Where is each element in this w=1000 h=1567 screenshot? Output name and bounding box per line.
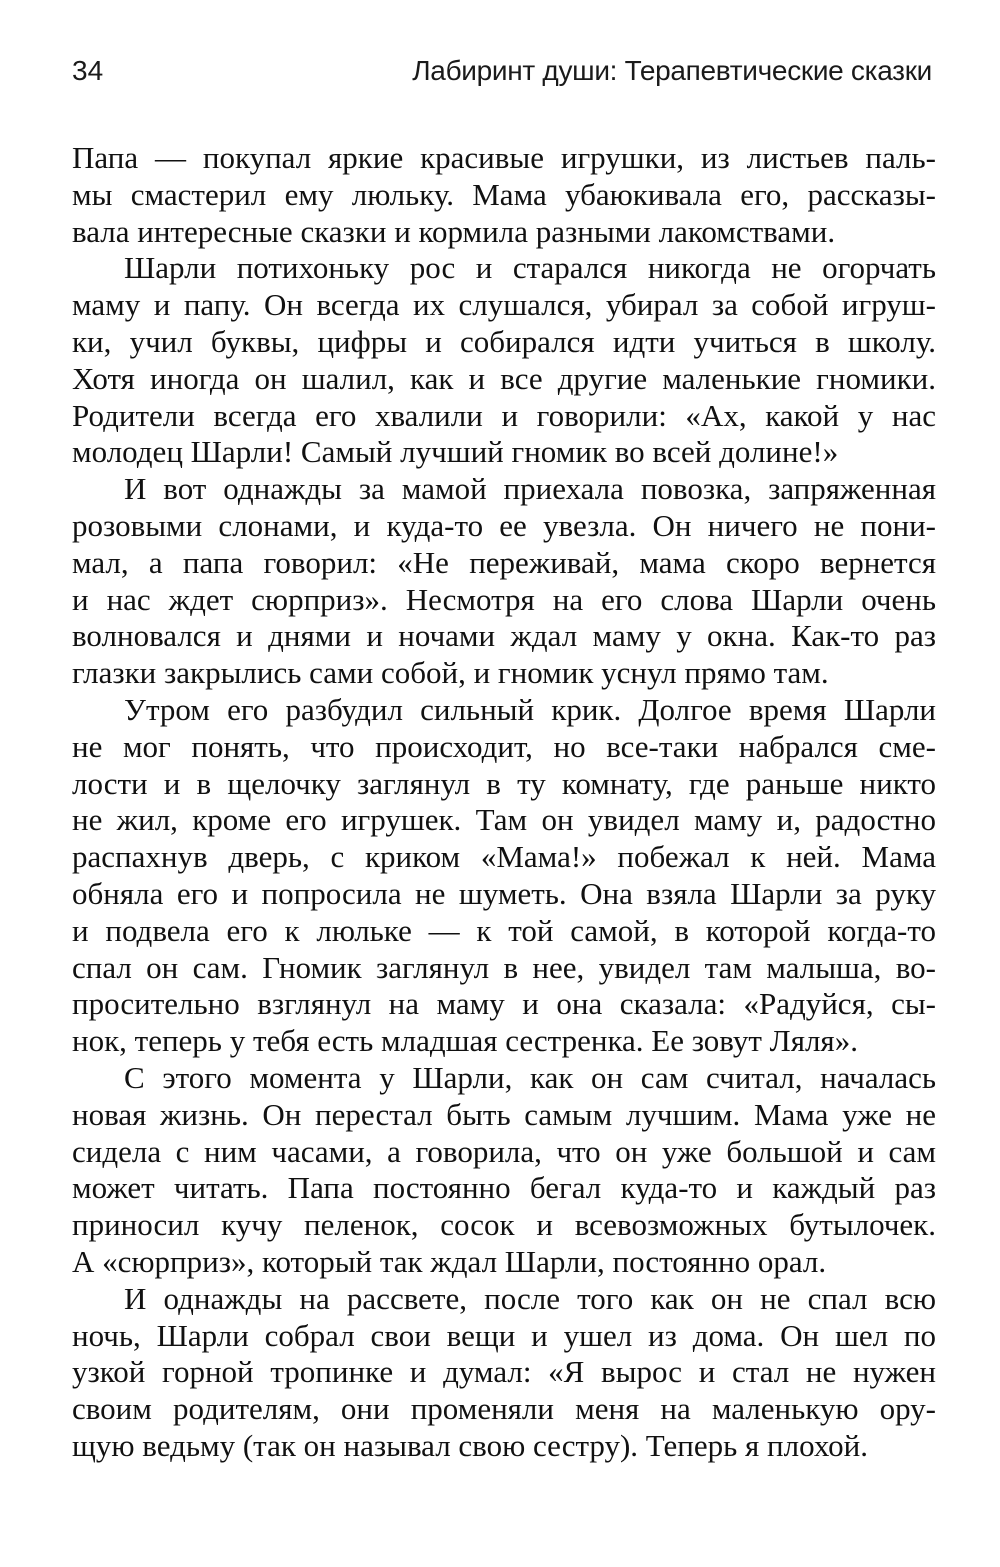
text-line: волновался и днями и ночами ждал маму у окна. Как-то раз bbox=[72, 618, 936, 654]
text-line: Папа — покупал яркие красивые игрушки, из листьев паль- bbox=[72, 140, 936, 175]
paragraph bbox=[72, 250, 936, 471]
text-line: Хотя иногда он шалил, как и все другие маленькие гномики. bbox=[72, 360, 936, 396]
text-line: мал, а папа говорил: «Не переживай, мама скоро вернется bbox=[72, 544, 936, 580]
text-line: нок, теперь у тебя есть младшая сестренка. Ее зовут Ляля». bbox=[72, 1023, 858, 1059]
running-header bbox=[72, 48, 932, 94]
text-line: обняла его и попросила не шуметь. Она взяла Шарли за руку bbox=[72, 875, 936, 911]
text-line: не мог понять, что происходит, но все-таки набрался сме- bbox=[72, 728, 936, 764]
text-line: ки, учил буквы, цифры и собирался идти учиться в школу. bbox=[72, 323, 936, 359]
text-line: узкой горной тропинке и думал: «Я вырос и стал не нужен bbox=[72, 1354, 936, 1390]
text-line: И однажды на рассвете, после того как он не спал всю bbox=[124, 1280, 936, 1316]
text-line: розовыми слонами, и куда-то ее увезла. Он ничего не пони- bbox=[72, 507, 936, 543]
text-line: мы смастерил ему люльку. Мама убаюкивала его, рассказы- bbox=[72, 176, 936, 212]
text-line: А «сюрприз», который так ждал Шарли, постоянно орал. bbox=[72, 1243, 827, 1279]
book-title: Лабиринт души: Терапевтические сказки bbox=[412, 55, 932, 86]
paragraph bbox=[72, 1060, 936, 1281]
paragraph bbox=[72, 1281, 936, 1465]
text-line: С этого момента у Шарли, как он сам считал, началась bbox=[124, 1059, 936, 1095]
text-line: и подвела его к люльке — к той самой, в которой когда-то bbox=[72, 912, 936, 948]
paragraph bbox=[72, 140, 936, 250]
text-line: лости и в щелочку заглянул в ту комнату, где раньше никто bbox=[72, 765, 936, 801]
text-line: своим родителям, они променяли меня на маленькую ору- bbox=[72, 1391, 936, 1427]
paragraph bbox=[72, 692, 936, 1060]
page-number: 34 bbox=[72, 55, 104, 86]
text-line: просительно взглянул на маму и она сказала: «Радуйся, сы- bbox=[72, 986, 936, 1022]
paragraph bbox=[72, 471, 936, 692]
text-line: ночь, Шарли собрал свои вещи и ушел из дома. Он шел по bbox=[72, 1317, 936, 1353]
text-line: и нас ждет сюрприз». Несмотря на его слова Шарли очень bbox=[72, 581, 936, 617]
text-line: молодец Шарли! Самый лучший гномик во всей долине!» bbox=[72, 434, 839, 470]
text-line: глазки закрылись сами собой, и гномик уснул прямо там. bbox=[72, 655, 829, 691]
text-line: Родители всегда его хвалили и говорили: «Ах, какой у нас bbox=[72, 397, 936, 433]
text-line: И вот однажды за мамой приехала повозка, запряженная bbox=[124, 471, 936, 507]
text-line: маму и папу. Он всегда их слушался, убирал за собой игруш- bbox=[72, 287, 936, 323]
text-line: приносил кучу пеленок, сосок и всевозможных бутылочек. bbox=[72, 1207, 936, 1243]
text-line: сидела с ним часами, а говорила, что он уже большой и сам bbox=[72, 1133, 936, 1169]
text-line: не жил, кроме его игрушек. Там он увидел маму и, радостно bbox=[72, 802, 936, 838]
text-line: новая жизнь. Он перестал быть самым лучшим. Мама уже не bbox=[72, 1096, 936, 1132]
text-line: спал он сам. Гномик заглянул в нее, увидел там малыша, во- bbox=[72, 949, 936, 985]
text-line: распахнув дверь, с криком «Мама!» побежал к ней. Мама bbox=[72, 839, 936, 875]
text-line: Шарли потихоньку рос и старался никогда не огорчать bbox=[124, 250, 936, 286]
text-line: может читать. Папа постоянно бегал куда-то и каждый раз bbox=[72, 1170, 936, 1206]
text-line: вала интересные сказки и кормила разными лакомствами. bbox=[72, 213, 836, 249]
body-text bbox=[72, 140, 936, 1465]
text-line: Утром его разбудил сильный крик. Долгое время Шарли bbox=[124, 691, 936, 727]
text-line: щую ведьму (так он называл свою сестру). Теперь я плохой. bbox=[72, 1427, 868, 1463]
